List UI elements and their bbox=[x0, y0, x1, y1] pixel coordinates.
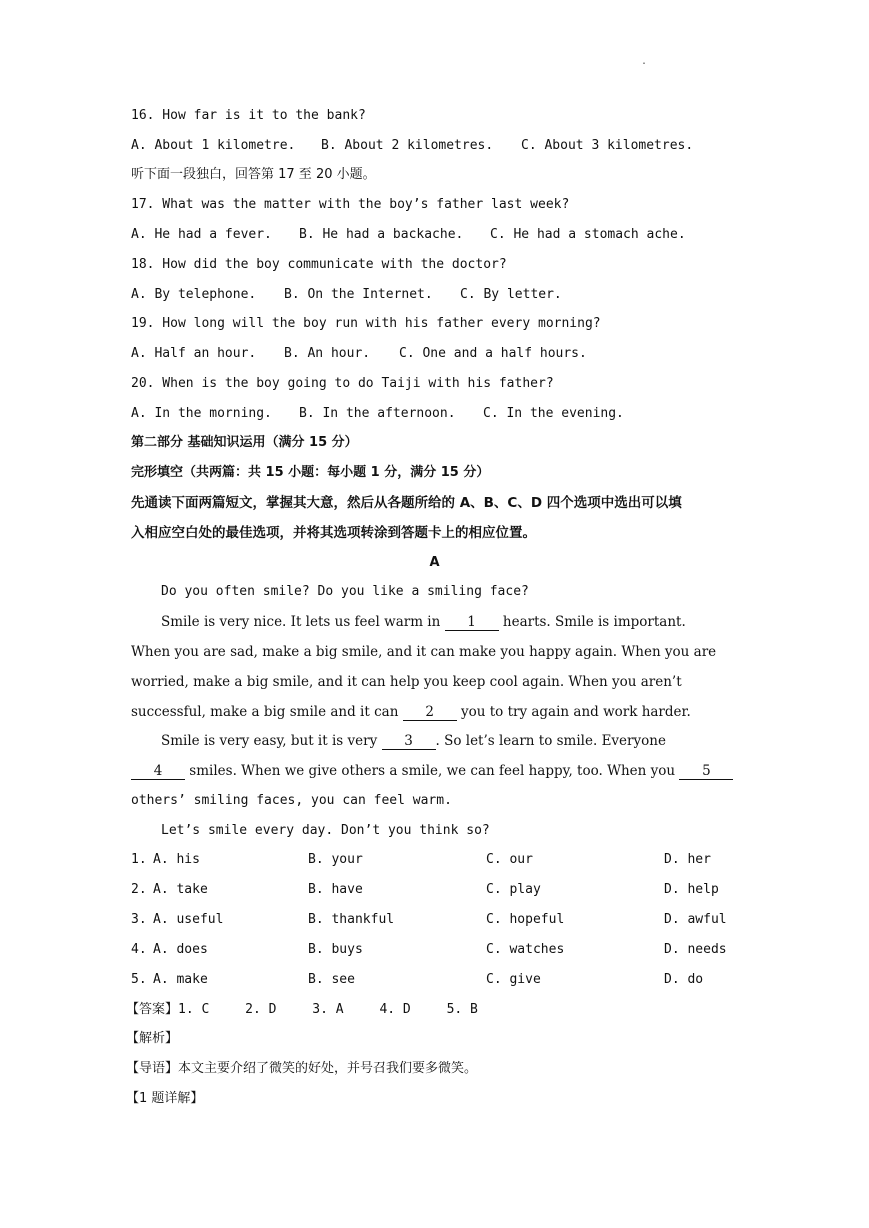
passage-line-4: worried, make a big smile, and it can help you keep cool again. When you aren’t bbox=[131, 674, 682, 690]
choice-d: D. awful bbox=[664, 912, 727, 927]
choice-d: D. needs bbox=[664, 942, 727, 957]
q18-option-c: C. By letter. bbox=[460, 287, 562, 302]
blank-1: 1 bbox=[445, 615, 499, 631]
section-instruction-1: 先通读下面两篇短文，掌握其大意，然后从各题所给的 A、B、C、D 四个选项中选出可以填 bbox=[131, 495, 682, 511]
q16-option-a: A. About 1 kilometre. bbox=[131, 138, 296, 153]
choice-c: C. play bbox=[486, 882, 541, 897]
passage-text: successful, make a big smile and it can bbox=[131, 704, 399, 720]
blank-5: 5 bbox=[679, 764, 733, 780]
choice-c: C. our bbox=[486, 852, 533, 867]
blank-3: 3 bbox=[382, 734, 436, 750]
listening-instruction: 听下面一段独白，回答第 17 至 20 小题。 bbox=[131, 167, 376, 182]
choice-d: D. her bbox=[664, 852, 711, 867]
blank-2: 2 bbox=[403, 705, 457, 721]
choice-num: 4. bbox=[131, 942, 147, 957]
passage-line-5 bbox=[131, 703, 691, 721]
intro-line bbox=[126, 1060, 477, 1078]
q18-option-b: B. On the Internet. bbox=[284, 287, 433, 302]
question-19: 19. How long will the boy run with his father every morning? bbox=[131, 316, 601, 331]
passage-text: Smile is very easy, but it is very bbox=[161, 733, 378, 749]
choice-a: A. useful bbox=[153, 912, 224, 927]
q16-option-c: C. About 3 kilometres. bbox=[521, 138, 694, 153]
answer-item: 5. B bbox=[446, 1002, 478, 1017]
answer-line bbox=[126, 1001, 478, 1019]
passage-line-9: Let’s smile every day. Don’t you think so? bbox=[161, 823, 490, 838]
choice-num: 5. bbox=[131, 972, 147, 987]
choice-c: C. hopeful bbox=[486, 912, 565, 927]
choice-num: 2. bbox=[131, 882, 147, 897]
q19-option-b: B. An hour. bbox=[284, 346, 371, 361]
section-title: 第二部分 基础知识运用（满分 15 分） bbox=[131, 435, 358, 450]
answer-item: 1. C bbox=[178, 1002, 210, 1017]
header-dot: . bbox=[641, 56, 648, 67]
passage-text: smiles. When we give others a smile, we can feel happy, too. When you bbox=[189, 763, 676, 779]
passage-text: you to try again and work harder. bbox=[460, 704, 691, 720]
q20-option-b: B. In the afternoon. bbox=[299, 406, 456, 421]
q19-option-a: A. Half an hour. bbox=[131, 346, 257, 361]
question-16: 16. How far is it to the bank? bbox=[131, 108, 366, 123]
choice-c: C. give bbox=[486, 972, 541, 987]
passage-text: . So let’s learn to smile. Everyone bbox=[435, 733, 666, 749]
section-subtitle: 完形填空（共两篇：共 15 小题：每小题 1 分，满分 15 分） bbox=[131, 465, 490, 480]
passage-line-6 bbox=[161, 732, 666, 750]
passage-text: Smile is very nice. It lets us feel warm in bbox=[161, 614, 441, 630]
passage-line-7 bbox=[131, 762, 733, 780]
choice-d: D. help bbox=[664, 882, 719, 897]
q17-option-b: B. He had a backache. bbox=[299, 227, 464, 242]
choice-a: A. make bbox=[153, 972, 208, 987]
passage-line-1: Do you often smile? Do you like a smiling face? bbox=[161, 584, 529, 599]
question-17: 17. What was the matter with the boy’s father last week? bbox=[131, 197, 570, 212]
question-20: 20. When is the boy going to do Taiji with his father? bbox=[131, 376, 554, 391]
answer-item: 3. A bbox=[312, 1002, 344, 1017]
detail-label: 【1 题详解】 bbox=[126, 1091, 204, 1106]
intro-text: 本文主要介绍了微笑的好处，并号召我们要多微笑。 bbox=[178, 1061, 478, 1076]
choice-b: B. see bbox=[308, 972, 355, 987]
passage-line-8: others’ smiling faces, you can feel warm. bbox=[131, 793, 452, 808]
answer-item: 4. D bbox=[379, 1002, 411, 1017]
choice-b: B. thankful bbox=[308, 912, 395, 927]
choice-a: A. take bbox=[153, 882, 208, 897]
choice-b: B. buys bbox=[308, 942, 363, 957]
q20-option-c: C. In the evening. bbox=[483, 406, 624, 421]
choice-b: B. your bbox=[308, 852, 363, 867]
answer-item: 2. D bbox=[245, 1002, 277, 1017]
q17-option-a: A. He had a fever. bbox=[131, 227, 272, 242]
intro-label: 【导语】 bbox=[126, 1061, 179, 1076]
q20-option-a: A. In the morning. bbox=[131, 406, 272, 421]
choice-d: D. do bbox=[664, 972, 704, 987]
question-18: 18. How did the boy communicate with the doctor? bbox=[131, 257, 507, 272]
q19-option-c: C. One and a half hours. bbox=[399, 346, 587, 361]
q17-option-c: C. He had a stomach ache. bbox=[490, 227, 686, 242]
analysis-label: 【解析】 bbox=[126, 1031, 179, 1046]
choice-a: A. does bbox=[153, 942, 208, 957]
choice-a: A. his bbox=[153, 852, 200, 867]
section-instruction-2: 入相应空白处的最佳选项，并将其选项转涂到答题卡上的相应位置。 bbox=[131, 525, 536, 541]
q18-option-a: A. By telephone. bbox=[131, 287, 257, 302]
passage-line-3: When you are sad, make a big smile, and it can make you happy again. When you are bbox=[131, 644, 717, 660]
blank-4: 4 bbox=[131, 764, 185, 780]
passage-line-2 bbox=[161, 613, 686, 631]
choice-b: B. have bbox=[308, 882, 363, 897]
choice-num: 1. bbox=[131, 852, 147, 867]
answer-label: 【答案】 bbox=[126, 1002, 179, 1017]
passage-label: A bbox=[429, 555, 440, 570]
choice-c: C. watches bbox=[486, 942, 565, 957]
choice-num: 3. bbox=[131, 912, 147, 927]
passage-text: hearts. Smile is important. bbox=[502, 614, 686, 630]
q16-option-b: B. About 2 kilometres. bbox=[321, 138, 494, 153]
